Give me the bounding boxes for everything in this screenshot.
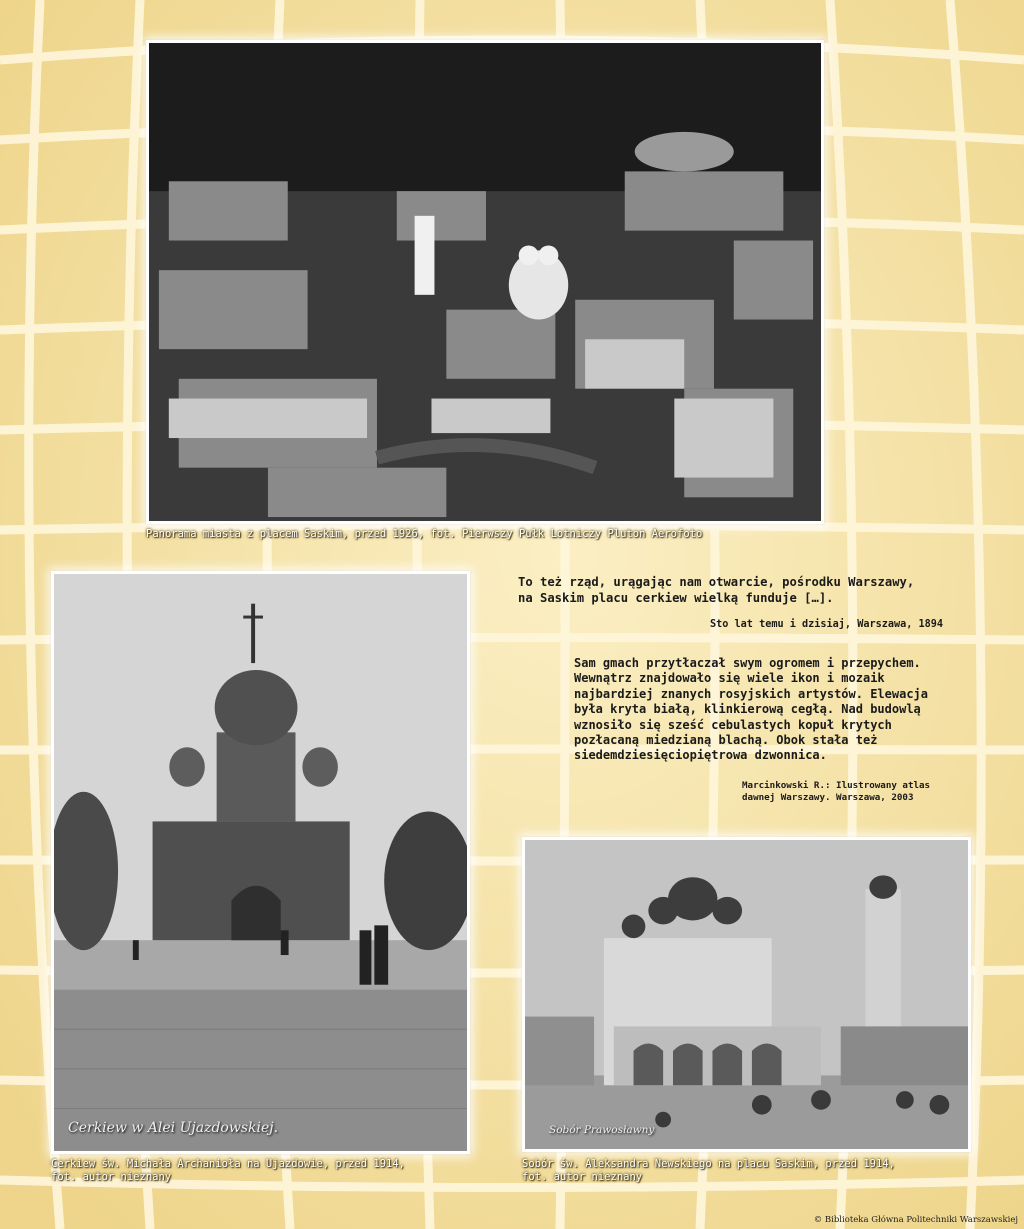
quote-line2: na Saskim placu cerkiew wielką funduje […].	[518, 591, 834, 605]
sobor-caption	[522, 1158, 895, 1184]
description-text: Sam gmach przytłaczał swym ogromem i przepychem. Wewnątrz znajdowało się wiele ikon i mozaik najbardziej znanych rosyjskich artystów. Elewacja była kryta białą, klinkierową cegłą. Nad budowlą wznosiło się sześć cebulastych kopuł krytych pozłacaną miedzianą blachą. Obok stała też siedemdziesięciopiętrowa dzwonnica.	[574, 656, 929, 763]
sobor-caption-line2: fot. autor nieznany	[522, 1171, 643, 1183]
michala-inscription: Cerkiew w Alei Ujazdowskiej.	[68, 1120, 279, 1136]
historical-quote	[518, 574, 948, 606]
michala-church-photo	[51, 571, 470, 1154]
copyright-notice: © Biblioteka Główna Politechniki Warszawskiej	[813, 1215, 1018, 1225]
michala-caption-line2: fot. autor nieznany	[51, 1171, 172, 1183]
panorama-caption: Panorama miasta z placem Saskim, przed 1926, fot. Pierwszy Pułk Lotniczy Pluton Aerofoto	[146, 528, 703, 540]
sobor-photo	[522, 837, 971, 1152]
michala-caption	[51, 1158, 405, 1184]
michala-caption-line1: Cerkiew św. Michała Archanioła na Ujazdowie, przed 1914,	[51, 1158, 406, 1170]
quote-source: Sto lat temu i dzisiaj, Warszawa, 1894	[710, 619, 944, 630]
quote-line1: To też rząd, urągając nam otwarcie, pośrodku Warszawy,	[518, 575, 915, 589]
description-source: Marcinkowski R.: Ilustrowany atlas dawnej Warszawy. Warszawa, 2003	[742, 780, 931, 803]
panorama-photo	[146, 40, 824, 524]
sobor-inscription: Sobór Prawosławny	[549, 1124, 655, 1136]
sobor-caption-line1: Sobór św. Aleksandra Newskiego na placu Saskim, przed 1914,	[522, 1158, 895, 1170]
